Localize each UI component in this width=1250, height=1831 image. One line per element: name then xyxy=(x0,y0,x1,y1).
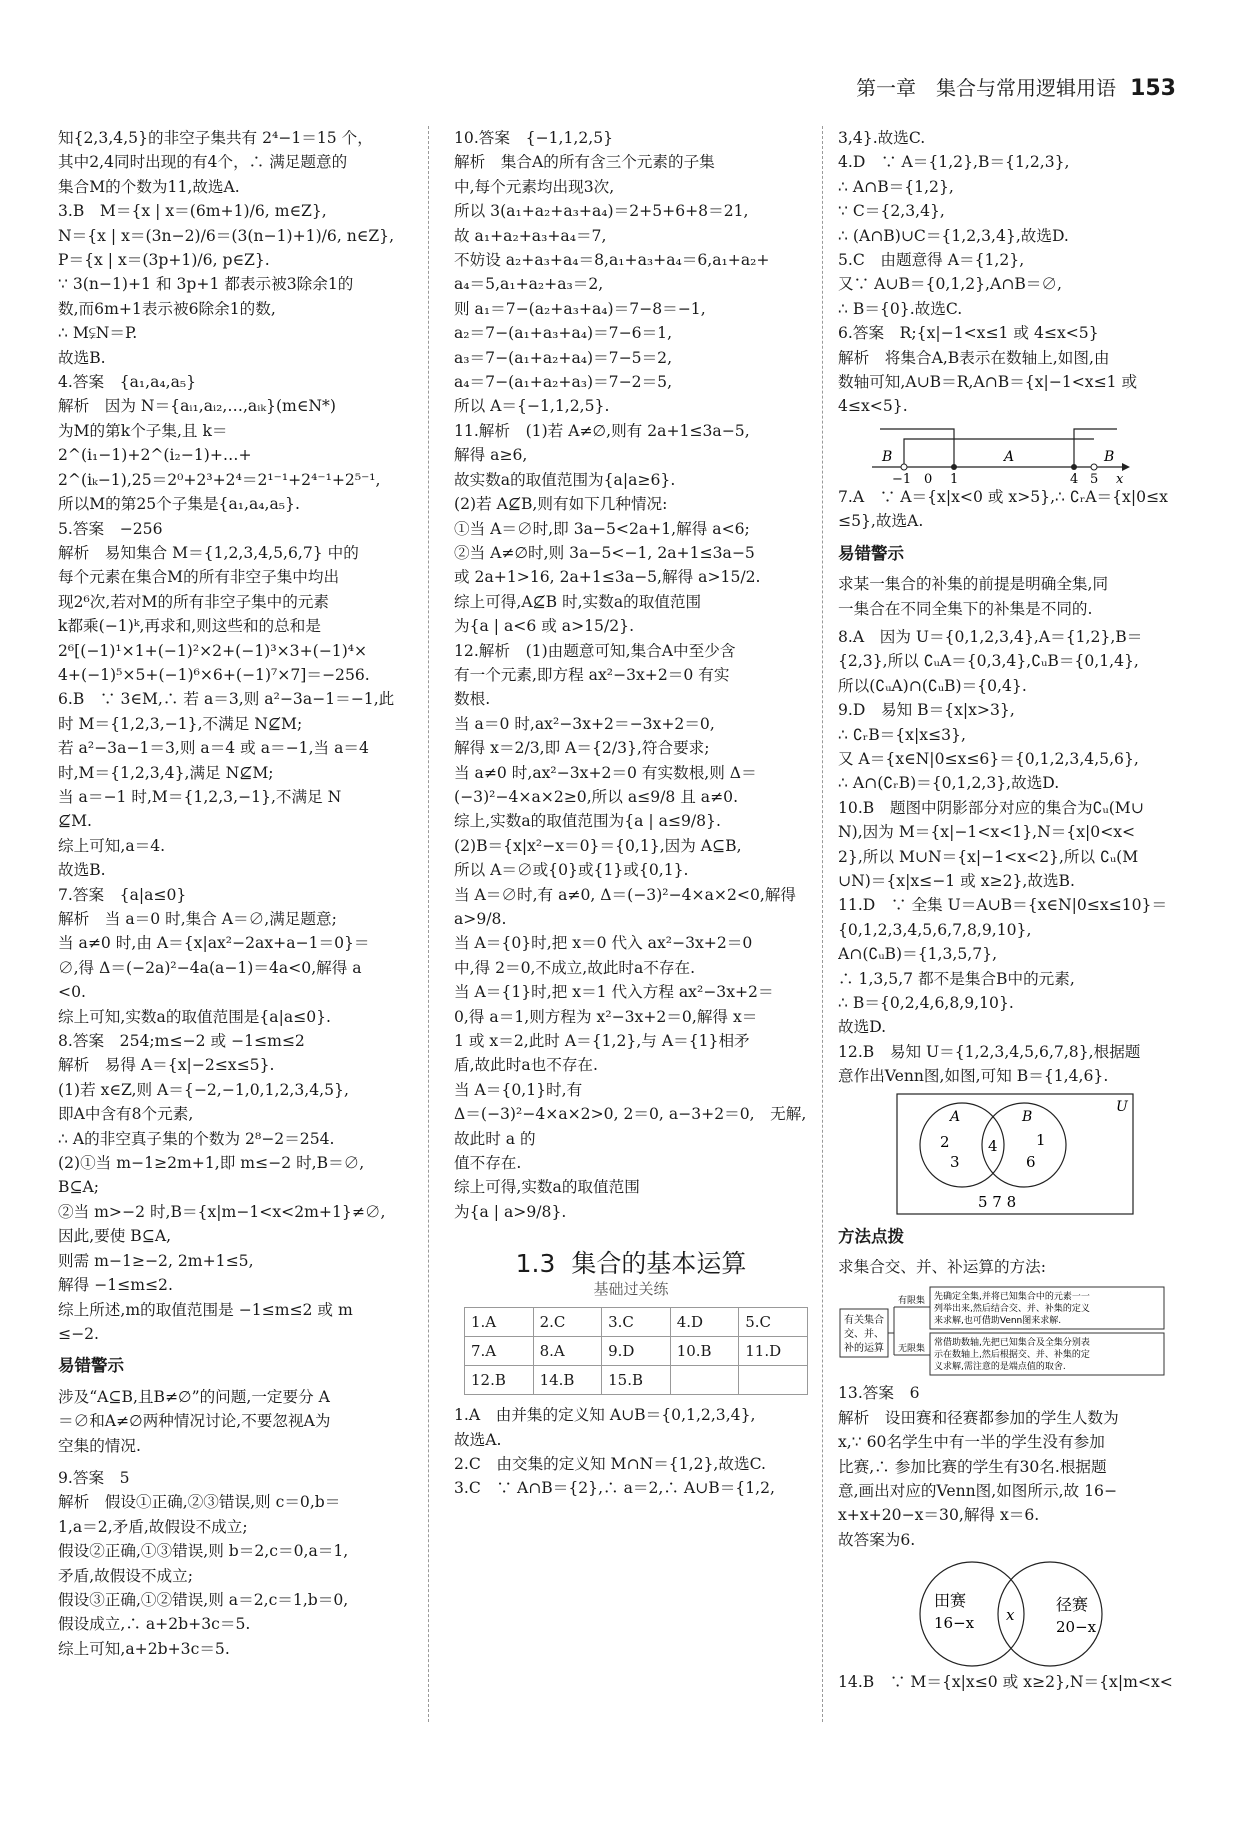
text-line: ∴ A∩(∁ᵣB)＝{0,1,2,3},故选D. xyxy=(838,774,1060,793)
text-line: 4≤x<5}. xyxy=(838,397,908,416)
text-line: ＝∅和A≠∅两种情况讨论,不要忽视A为 xyxy=(58,1412,331,1431)
text-line: 当 a≠0 时,由 A＝{x|ax²−2ax+a−1＝0}＝ xyxy=(58,934,370,953)
section-subtitle: 基础过关练 xyxy=(593,1279,669,1298)
answer-cell: 2.C xyxy=(533,1308,602,1337)
text-line: 时 M＝{1,2,3,−1},不满足 N⊈M; xyxy=(58,714,303,733)
text-line: 数轴可知,A∪B＝R,A∩B＝{x|−1<x≤1 或 xyxy=(838,373,1138,392)
text-line: 5.答案 −256 xyxy=(58,519,163,538)
venn-b-label: B xyxy=(1022,1108,1033,1125)
column-divider xyxy=(822,126,823,1722)
text-line: 空集的情况. xyxy=(58,1436,141,1455)
flow-text: 列举出来,然后结合交、并、补集的定义 xyxy=(934,1304,1090,1315)
flow-branch-finite: 有限集 xyxy=(898,1296,926,1307)
text-line: ⊈M. xyxy=(58,812,92,831)
section-number: 1.3 xyxy=(515,1249,556,1279)
page-number: 153 xyxy=(1130,76,1176,101)
number-line-figure xyxy=(872,423,1132,485)
text-line: 其中2,4同时出现的有4个，∴ 满足题意的 xyxy=(58,153,348,172)
text-line: 解得 x＝2/3,即 A＝{2/3},符合要求; xyxy=(454,739,710,758)
answer-row xyxy=(465,1337,808,1366)
text-line: 8.答案 254;m≤−2 或 −1≤m≤2 xyxy=(58,1032,305,1051)
nl-label-b-left: B xyxy=(882,448,893,465)
text-line: ∵ C＝{2,3,4}, xyxy=(838,202,945,221)
text-line: 为{a | a>9/8}. xyxy=(454,1202,567,1221)
answer-cell: 3.C xyxy=(602,1308,671,1337)
text-line: ∴ A∩B＝{1,2}, xyxy=(838,177,954,196)
section-title: 集合的基本运算 xyxy=(571,1249,747,1279)
text-line: 13.答案 6 xyxy=(838,1384,920,1403)
text-line: x,∵ 60名学生中有一半的学生没有参加 xyxy=(838,1433,1105,1452)
flow-text: 示在数轴上,然后根据交、并、补集的定 xyxy=(934,1350,1090,1361)
text-line: 当 a≠0 时,ax²−3x+2＝0 有实数根,则 Δ＝ xyxy=(454,763,757,782)
venn-outside: 5 7 8 xyxy=(978,1192,1017,1211)
flow-root: 交、并、 xyxy=(844,1329,884,1341)
answer-cell xyxy=(670,1366,739,1395)
text-line: 又∵ A∪B＝{0,1,2},A∩B＝∅, xyxy=(838,275,1062,294)
text-line: ∴ (A∩B)∪C＝{1,2,3,4},故选D. xyxy=(838,226,1069,245)
text-line: N),因为 M＝{x|−1<x<1},N＝{x|0<x< xyxy=(838,823,1136,842)
text-line: 3,4}.故选C. xyxy=(838,129,926,147)
warning-text xyxy=(838,572,1194,621)
text-line: 7.A ∵ A＝{x|x<0 或 x>5},∴ ∁ᵣA＝{x|0≤x xyxy=(838,487,1168,506)
answer-row xyxy=(465,1366,808,1395)
text-line: 10.B 题图中阴影部分对应的集合为∁ᵤ(M∪ xyxy=(838,798,1144,817)
text-line: 11.解析 (1)若 A≠∅,则有 2a+1≤3a−5, xyxy=(454,421,750,440)
text-line: 综上可知,a+2b+3c＝5. xyxy=(58,1639,230,1658)
answer-cell: 11.D xyxy=(739,1337,808,1366)
venn2-right-value: 20−x xyxy=(1056,1618,1097,1637)
venn2-intersection: x xyxy=(1006,1606,1015,1625)
text-line: a₃＝7−(a₁+a₂+a₄)＝7−5＝2, xyxy=(454,348,673,367)
text-line: ≤−2. xyxy=(58,1324,100,1343)
column-right xyxy=(838,126,1194,1806)
answer-cell: 5.C xyxy=(739,1308,808,1337)
text-line: <0. xyxy=(58,983,86,1002)
text-line: 4+(−1)⁵×5+(−1)⁶×6+(−1)⁷×7]＝−256. xyxy=(58,665,370,684)
column-divider xyxy=(428,126,429,1722)
text-line: 故实数a的取值范围为{a|a≥6}. xyxy=(454,470,676,489)
text-line: 4.D ∵ A＝{1,2},B＝{1,2,3}, xyxy=(838,153,1070,172)
text-line: 盾,故此时a也不存在. xyxy=(454,1056,598,1075)
venn-a-label: A xyxy=(950,1108,961,1125)
text-line: 当 A＝{0}时,把 x＝0 代入 ax²−3x+2＝0 xyxy=(454,934,753,953)
text-line: (2)B＝{x|x²−x＝0}＝{0,1},因为 A⊆B, xyxy=(454,836,742,855)
text-line: 中,每个元素均出现3次, xyxy=(454,177,615,196)
text-line: 数,而6m+1表示被6除余1的数, xyxy=(58,299,276,318)
text-line: 不妨设 a₂+a₃+a₄＝8,a₁+a₃+a₄＝6,a₁+a₂+ xyxy=(454,251,770,270)
text-line: 数根. xyxy=(454,690,491,709)
text-line: P＝{x | x＝(3p+1)/6, p∈Z}. xyxy=(58,251,270,270)
method-flowchart xyxy=(838,1285,1168,1377)
flow-root: 补的运算 xyxy=(844,1343,884,1355)
text-line: 所以(∁ᵤA)∩(∁ᵤB)＝{0,4}. xyxy=(838,676,1027,695)
text-line: 意,画出对应的Venn图,如图所示,故 16− xyxy=(838,1482,1118,1501)
text-line: x+x+20−x＝30,解得 x＝6. xyxy=(838,1506,1040,1525)
venn2-left-name: 田赛 xyxy=(934,1591,967,1611)
text-line: 当 A＝{1}时,把 x＝1 代入方程 ax²−3x+2＝ xyxy=(454,983,774,1002)
text-line: 11.D ∵ 全集 U＝A∪B＝{x∈N|0≤x≤10}＝ xyxy=(838,896,1168,915)
text-line: ∴ B＝{0}.故选C. xyxy=(838,299,963,318)
venn-b-only: 1 xyxy=(1036,1130,1046,1149)
answer-row xyxy=(465,1308,808,1337)
text-line: 解得 −1≤m≤2. xyxy=(58,1276,173,1295)
text-line: 故 a₁+a₂+a₃+a₄＝7, xyxy=(454,226,607,245)
solution-9 xyxy=(58,1466,404,1661)
method-intro: 求集合交、并、补运算的方法: xyxy=(838,1258,1046,1277)
text-line: 或 2a+1>16, 2a+1≤3a−5,解得 a>15/2. xyxy=(454,568,761,587)
text-line: a₂＝7−(a₁+a₃+a₄)＝7−6＝1, xyxy=(454,324,673,343)
text-line: N＝{x | x＝(3n−2)/6＝(3(n−1)+1)/6, n∈Z}, xyxy=(58,226,395,245)
method-title: 方法点拨 xyxy=(838,1226,904,1246)
text-line: ①当 A＝∅时,即 3a−5<2a+1,解得 a<6; xyxy=(454,519,750,538)
text-line: ∴ ∁ᵣB＝{x|x≤3}, xyxy=(838,725,966,744)
nl-tick: 4 xyxy=(1070,471,1079,485)
text-line: 意作出Venn图,如图,可知 B＝{1,4,6}. xyxy=(838,1067,1109,1086)
nl-tick: −1 xyxy=(892,471,912,485)
solution-7 xyxy=(838,485,1194,534)
text-line: ∴ A的非空真子集的个数为 2⁸−2＝254. xyxy=(58,1129,335,1148)
text-line: 求某一集合的补集的前提是明确全集,同 xyxy=(838,575,1109,594)
text-line: {0,1,2,3,4,5,6,7,8,9,10}, xyxy=(838,920,1032,939)
text-line: 所以 3(a₁+a₂+a₃+a₄)＝2+5+6+8＝21, xyxy=(454,202,749,221)
flow-branch-infinite: 无限集 xyxy=(898,1344,926,1355)
text-line: 现2⁶次,若对M的所有非空子集中的元素 xyxy=(58,592,330,611)
text-line: a₄＝5,a₁+a₂+a₃＝2, xyxy=(454,275,604,294)
flow-text: 常借助数轴,先把已知集合及全集分别表 xyxy=(934,1338,1090,1349)
text-line: 有一个元素,即方程 ax²−3x+2＝0 有实 xyxy=(454,665,730,684)
solutions-3-6 xyxy=(838,126,1194,419)
answer-cell: 12.B xyxy=(465,1366,534,1395)
text-line: 6.答案 R;{x|−1<x≤1 或 4≤x<5} xyxy=(838,324,1099,343)
flow-text: 来求解,也可借助Venn图来求解. xyxy=(934,1316,1062,1327)
warning-title: 易错警示 xyxy=(838,543,904,563)
text-line: ②当 A≠∅时,则 3a−5<−1, 2a+1≤3a−5 xyxy=(454,543,755,562)
text-line: 故选B. xyxy=(58,348,106,367)
text-line: ∴ M⫋N＝P. xyxy=(58,324,138,343)
answer-cell: 4.D xyxy=(670,1308,739,1337)
text-line: 当 a＝0 时,ax²−3x+2＝−3x+2＝0, xyxy=(454,714,715,733)
text-line: 若 a²−3a−1＝3,则 a＝4 或 a＝−1,当 a＝4 xyxy=(58,739,369,758)
text-line: 3.C ∵ A∩B＝{2},∴ a＝2,∴ A∪B＝{1,2, xyxy=(454,1479,775,1498)
text-line: 解析 集合A的所有含三个元素的子集 xyxy=(454,153,715,172)
section-heading xyxy=(454,1249,808,1279)
flow-text: 义求解,需注意的是端点值的取舍. xyxy=(934,1362,1066,1373)
text-line: 故选B. xyxy=(58,861,106,880)
text-line: (2)若 A⊈B,则有如下几种情况: xyxy=(454,495,668,514)
text-line: 0,得 a＝1,则方程为 x²−3x+2＝0,解得 x＝ xyxy=(454,1007,758,1026)
text-line: 为M的第k个子集,且 k＝2^(i₁−1)+2^(i₂−1)+…+ xyxy=(58,421,252,465)
solutions-1-9 xyxy=(58,126,404,1346)
text-line: 7.答案 {a|a≤0} xyxy=(58,885,187,904)
text-line: k都乘(−1)ᵏ,再求和,则这些和的总和是 xyxy=(58,617,321,636)
text-line: 8.A 因为 U＝{0,1,2,3,4},A＝{1,2},B＝ xyxy=(838,627,1143,646)
answer-cell: 14.B xyxy=(533,1366,602,1395)
solutions-10-12 xyxy=(454,126,808,1224)
text-line: 2⁶[(−1)¹×1+(−1)²×2+(−1)³×3+(−1)⁴× xyxy=(58,641,368,660)
text-line: 比赛,∴ 参加比赛的学生有30名.根据题 xyxy=(838,1457,1107,1476)
text-line: ∵ 3(n−1)+1 和 3p+1 都表示被3除余1的 xyxy=(58,275,354,294)
text-line: 值不存在. xyxy=(454,1154,522,1173)
text-line: 解得 a≥6, xyxy=(454,446,528,465)
text-line: 又 A＝{x∈N|0≤x≤6}＝{0,1,2,3,4,5,6}, xyxy=(838,749,1139,768)
venn2-left-value: 16−x xyxy=(934,1614,975,1633)
text-line: 综上所述,m的取值范围是 −1≤m≤2 或 m xyxy=(58,1300,353,1319)
text-line: a₄＝7−(a₁+a₂+a₃)＝7−2＝5, xyxy=(454,373,673,392)
warning-text xyxy=(58,1385,404,1458)
text-line: ∴ B＝{0,2,4,6,8,9,10}. xyxy=(838,994,1014,1012)
text-line: ②当 m>−2 时,B＝{x|m−1<x<2m+1}≠∅, xyxy=(58,1202,386,1221)
text-line: 一集合在不同全集下的补集是不同的. xyxy=(838,599,1093,618)
flow-text: 先确定全集,并将已知集合中的元素一一 xyxy=(934,1292,1090,1303)
text-line: 则需 m−1≥−2, 2m+1≤5, xyxy=(58,1251,254,1270)
chapter-title: 第一章 集合与常用逻辑用语 xyxy=(856,76,1117,100)
venn-intersection: 4 xyxy=(988,1136,998,1155)
text-line: 综上,实数a的取值范围为{a | a≤9/8}. xyxy=(454,812,721,831)
solution-13 xyxy=(838,1381,1194,1552)
text-line: 解析 因为 N＝{aᵢ₁,aᵢ₂,…,aᵢₖ}(m∈N*) xyxy=(58,397,336,416)
text-line: 每个元素在集合M的所有非空子集中均出 xyxy=(58,568,340,587)
solution-14 xyxy=(838,1670,1194,1694)
text-line: (1)若 x∈Z,则 A＝{−2,−1,0,1,2,3,4,5}, xyxy=(58,1080,349,1099)
text-line: (2)①当 m−1≥2m+1,即 m≤−2 时,B＝∅, xyxy=(58,1154,365,1173)
text-line: 10.答案 {−1,1,2,5} xyxy=(454,129,614,147)
venn-a-only: 3 xyxy=(950,1152,960,1171)
section-solutions xyxy=(454,1403,808,1501)
answer-table xyxy=(464,1307,808,1395)
text-line: 时,M＝{1,2,3,4},满足 N⊈M; xyxy=(58,763,274,782)
venn-b-only: 6 xyxy=(1026,1152,1036,1171)
text-line: 6.B ∵ 3∈M,∴ 若 a＝3,则 a²−3a−1＝−1,此 xyxy=(58,690,395,709)
text-line: 解析 易知集合 M＝{1,2,3,4,5,6,7} 中的 xyxy=(58,543,359,562)
text-line: 所以 A＝{−1,1,2,5}. xyxy=(454,397,610,416)
nl-axis-label: x xyxy=(1116,471,1124,485)
answer-cell: 7.A xyxy=(465,1337,534,1366)
nl-tick: 5 xyxy=(1090,471,1099,485)
text-line: 2^(iₖ−1),25＝2⁰+2³+2⁴＝2¹⁻¹+2⁴⁻¹+2⁵⁻¹, xyxy=(58,470,381,489)
text-line: 假设②正确,①③错误,则 b＝2,c＝0,a＝1, xyxy=(58,1542,349,1561)
text-line: 12.解析 (1)由题意可知,集合A中至少含 xyxy=(454,641,736,660)
text-line: 故选D. xyxy=(838,1018,887,1037)
text-line: 2.C 由交集的定义知 M∩N＝{1,2},故选C. xyxy=(454,1454,766,1473)
text-line: 综上可得,实数a的取值范围 xyxy=(454,1178,640,1197)
text-line: 3.B M＝{x | x＝(6m+1)/6, m∈Z}, xyxy=(58,202,327,221)
text-line: B⊆A; xyxy=(58,1178,100,1197)
text-line: 则 a₁＝7−(a₂+a₃+a₄)＝7−8＝−1, xyxy=(454,299,706,318)
text-line: ∪N)＝{x|x≤−1 或 x≥2},故选B. xyxy=(838,871,1075,890)
text-line: 解析 将集合A,B表示在数轴上,如图,由 xyxy=(838,348,1110,367)
text-line: (−3)²−4×a×2≥0,所以 a≤9/8 且 a≠0. xyxy=(454,787,739,806)
text-line: 综上可知,a＝4. xyxy=(58,836,166,855)
text-line: 涉及“A⊆B,且B≠∅”的问题,一定要分 A xyxy=(58,1387,330,1406)
text-line: 所以M的第25个子集是{a₁,a₄,a₅}. xyxy=(58,495,300,514)
text-line: 1,a＝2,矛盾,故假设不成立; xyxy=(58,1517,248,1536)
text-line: 2},所以 M∪N＝{x|−1<x<2},所以 ∁ᵤ(M xyxy=(838,847,1139,866)
text-line: 1.A 由并集的定义知 A∪B＝{0,1,2,3,4}, xyxy=(454,1406,756,1425)
venn2-right-name: 径赛 xyxy=(1056,1595,1089,1615)
answer-cell: 15.B xyxy=(602,1366,671,1395)
running-header xyxy=(856,72,1176,101)
nl-label-a: A xyxy=(1004,448,1015,465)
answer-cell: 9.D xyxy=(602,1337,671,1366)
text-line: 假设成立,∴ a+2b+3c＝5. xyxy=(58,1615,251,1634)
text-line: 当 A＝∅时,有 a≠0, Δ＝(−3)²−4×a×2<0,解得 xyxy=(454,885,797,904)
text-line: ≤5},故选A. xyxy=(838,512,924,531)
text-line: a>9/8. xyxy=(454,910,507,928)
text-line: A∩(∁ᵤB)＝{1,3,5,7}, xyxy=(838,945,998,964)
answer-cell: 10.B xyxy=(670,1337,739,1366)
warning-title: 易错警示 xyxy=(58,1356,124,1376)
text-line: 12.B 易知 U＝{1,2,3,4,5,6,7,8},根据题 xyxy=(838,1042,1141,1061)
text-line: 5.C 由题意得 A＝{1,2}, xyxy=(838,251,1025,270)
nl-tick: 1 xyxy=(950,471,959,485)
column-middle xyxy=(454,126,808,1806)
answer-cell: 8.A xyxy=(533,1337,602,1366)
text-line: 所以 A＝∅或{0}或{1}或{0,1}. xyxy=(454,861,689,880)
answer-cell xyxy=(739,1366,808,1395)
solutions-8-12 xyxy=(838,625,1194,1089)
text-line: 矛盾,故假设不成立; xyxy=(58,1566,193,1585)
nl-label-b-right: B xyxy=(1104,448,1115,465)
text-line: 解析 设田赛和径赛都参加的学生人数为 xyxy=(838,1408,1119,1427)
answer-cell: 1.A xyxy=(465,1308,534,1337)
text-line: 解析 假设①正确,②③错误,则 c＝0,b＝ xyxy=(58,1493,341,1512)
venn-u-label: U xyxy=(1116,1098,1128,1115)
text-line: 9.D 易知 B＝{x|x>3}, xyxy=(838,701,1015,720)
venn-a-only: 2 xyxy=(940,1132,950,1151)
flow-root: 有关集合 xyxy=(844,1315,884,1327)
venn-diagram-1 xyxy=(896,1093,1136,1217)
text-line: 知{2,3,4,5}的非空子集共有 2⁴−1＝15 个， xyxy=(58,129,373,147)
nl-tick: 0 xyxy=(924,471,933,485)
text-line: ∅,得 Δ＝(−2a)²−4a(a−1)＝4a<0,解得 a xyxy=(58,958,362,977)
text-line: 4.答案 {a₁,a₄,a₅} xyxy=(58,373,197,392)
text-line: 综上可知,实数a的取值范围是{a|a≤0}. xyxy=(58,1007,332,1026)
text-line: 中,得 2＝0,不成立,故此时a不存在. xyxy=(454,958,696,977)
text-line: 为{a | a<6 或 a>15/2}. xyxy=(454,617,635,636)
text-line: 假设③正确,①②错误,则 a＝2,c＝1,b＝0, xyxy=(58,1590,349,1609)
text-line: 集合M的个数为11,故选A. xyxy=(58,177,240,196)
text-line: 故答案为6. xyxy=(838,1530,916,1549)
text-line: 当 a＝−1 时,M＝{1,2,3,−1},不满足 N xyxy=(58,787,342,806)
text-line: 解析 易得 A＝{x|−2≤x≤5}. xyxy=(58,1056,275,1075)
text-line: 故选A. xyxy=(454,1430,502,1449)
text-line: 14.B ∵ M＝{x|x≤0 或 x≥2},N＝{x|m<x< xyxy=(838,1673,1173,1692)
text-line: 9.答案 5 xyxy=(58,1468,130,1487)
text-line: ∴ 1,3,5,7 都不是集合B中的元素, xyxy=(838,969,1075,988)
text-line: 1 或 x＝2,此时 A＝{1,2},与 A＝{1}相矛 xyxy=(454,1032,750,1051)
text-line: 综上可得,A⊈B 时,实数a的取值范围 xyxy=(454,592,702,611)
text-line: 解析 当 a＝0 时,集合 A＝∅,满足题意; xyxy=(58,910,337,928)
text-line: 因此,要使 B⊆A, xyxy=(58,1227,172,1246)
venn-diagram-2 xyxy=(904,1558,1124,1670)
text-line: 即A中含有8个元素, xyxy=(58,1105,194,1124)
text-line: Δ＝(−3)²−4×a×2>0, 2＝0, a−3+2＝0, 无解,故此时 a 的 xyxy=(454,1105,807,1148)
text-line: {2,3},所以 ∁ᵤA＝{0,3,4},∁ᵤB＝{0,1,4}, xyxy=(838,652,1139,671)
column-left xyxy=(58,126,404,1806)
text-line: 当 A＝{0,1}时,有 xyxy=(454,1080,583,1099)
